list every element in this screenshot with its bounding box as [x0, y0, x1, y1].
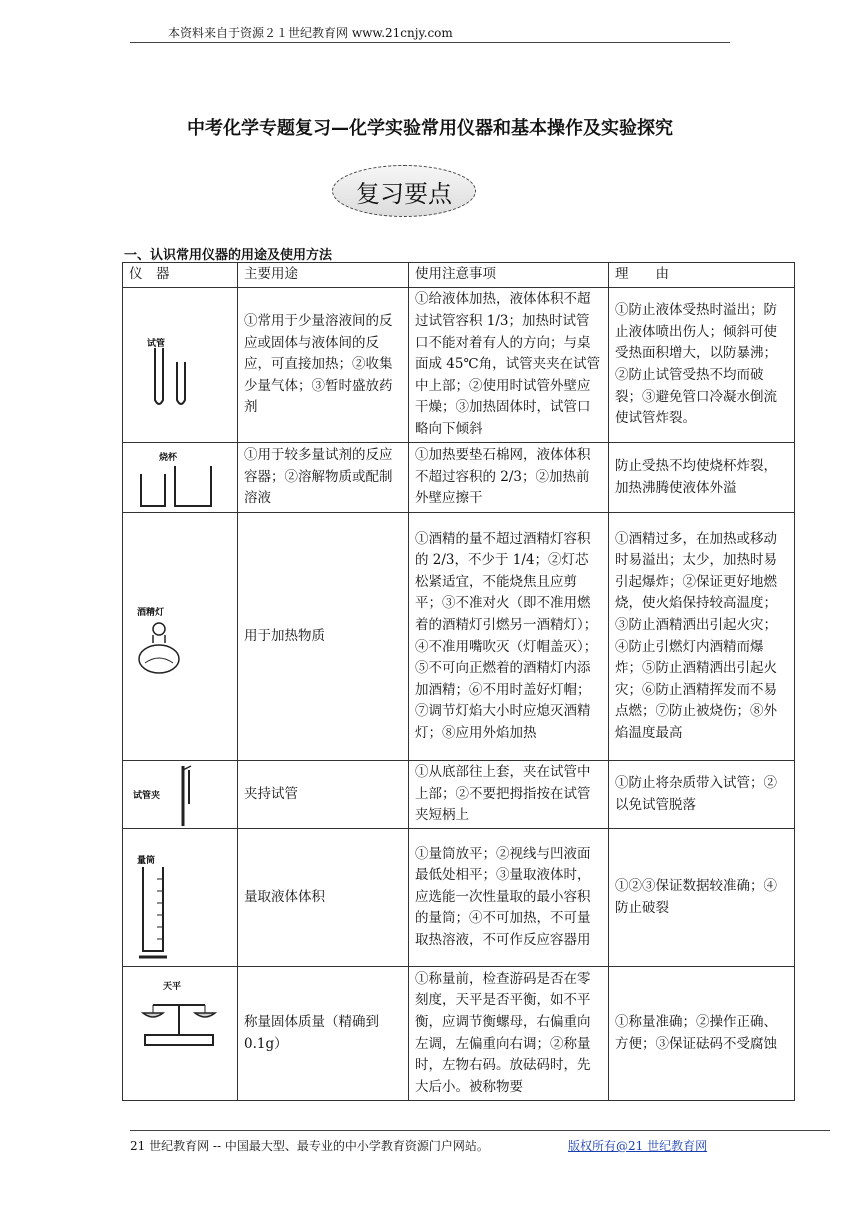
badge-label: 复习要点 [356, 179, 452, 208]
table-row [123, 761, 795, 829]
notes-cell: ①称量前，检查游码是否在零刻度，天平是否平衡，如不平衡，应调节衡螺母，右偏重向左调，左偏重向右调；②称量时，左物右码。放砝码时，先大后小。被称物要 [409, 967, 609, 1101]
reason-cell: ①酒精过多，在加热或移动时易溢出；太少，加热时易引起爆炸；②保证更好地燃烧，使火焰保持较高温度；③防止酒精洒出引起火灾；④防止引燃灯内酒精而爆炸；⑤防止酒精洒出引起火灾；⑥防止酒精挥发而不易点燃；⑦防止被烧伤；⑧外焰温度最高 [609, 513, 795, 761]
instrument-cell [123, 513, 238, 761]
instrument-cell [123, 443, 238, 513]
review-badge [332, 165, 476, 217]
column-header: 仪 器 [123, 263, 238, 288]
use-cell: ①常用于少量溶液间的反应或固体与液体间的反应，可直接加热；②收集少量气体；③暂时盛放药剂 [238, 288, 409, 443]
use-cell: 夹持试管 [238, 761, 409, 829]
column-header: 主要用途 [238, 263, 409, 288]
table-row [123, 288, 795, 443]
reason-cell: ①防止液体受热时溢出；防止液体喷出伤人；倾斜可使受热面积增大，以防暴沸；②防止试管受热不均而破裂；③避免管口冷凝水倒流使试管炸裂。 [609, 288, 795, 443]
instrument-label: 烧杯 [159, 452, 178, 463]
instrument-cell [123, 829, 238, 967]
reason-cell: ①称量准确；②操作正确、方便；③保证砝码不受腐蚀 [609, 967, 795, 1101]
reason-cell: ①②③保证数据较准确；④防止破裂 [609, 829, 795, 967]
use-cell: ①用于较多量试剂的反应容器；②溶解物质或配制溶液 [238, 443, 409, 513]
instrument-cell [123, 761, 238, 829]
notes-cell: ①从底部往上套，夹在试管中上部；②不要把拇指按在试管夹短柄上 [409, 761, 609, 829]
notes-cell: ①给液体加热，液体体积不超过试管容积 1/3；加热时试管口不能对着有人的方向；与桌面成 45℃角，试管夹夹在试管中上部；②使用时试管外壁应干燥；③加热固体时，试管口略向下倾斜 [409, 288, 609, 443]
page-title: 中考化学专题复习—化学实验常用仪器和基本操作及实验探究 [187, 118, 673, 139]
graduated-cylinder-icon [137, 865, 177, 965]
balance-icon [139, 991, 219, 1051]
instrument-table [122, 262, 795, 1101]
instrument-label: 试管夹 [133, 790, 161, 801]
column-header: 理 由 [609, 263, 795, 288]
test-tube-icon [143, 346, 223, 426]
table-row [123, 967, 795, 1101]
reason-cell: ①防止将杂质带入试管；②以免试管脱落 [609, 761, 795, 829]
instrument-label: 酒精灯 [137, 607, 165, 618]
footer-text: 21 世纪教育网 -- 中国最大型、最专业的中小学教育资源门户网站。 [130, 1139, 489, 1153]
section-heading: 一、认识常用仪器的用途及使用方法 [124, 248, 333, 263]
reason-cell: 防止受热不均使烧杯炸裂，加热沸腾使液体外溢 [609, 443, 795, 513]
notes-cell: ①酒精的量不超过酒精灯容积的 2/3，不少于 1/4；②灯芯松紧适宜，不能烧焦且应剪平；③不准对火（即不准用燃着的酒精灯引燃另一酒精灯）；④不准用嘴吹灭（灯帽盖灭）；⑤不可向正燃着的酒精灯内添加酒精；⑥不用时盖好灯帽；⑦调节灯焰大小时应熄灭酒精灯；⑧应用外焰加热 [409, 513, 609, 761]
alcohol-lamp-icon [137, 619, 197, 679]
notes-cell: ①加热要垫石棉网，液体体积不超过容积的 2/3；②加热前外壁应擦干 [409, 443, 609, 513]
notes-cell: ①量筒放平；②视线与凹液面最低处相平；③量取液体时，应选能一次性量取的最小容积的量筒；④不可加热，不可量取热溶液，不可作反应容器用 [409, 829, 609, 967]
copyright-link[interactable]: 版权所有@21 世纪教育网 [568, 1139, 708, 1153]
page-header [130, 22, 730, 43]
table-header-row [123, 263, 795, 288]
instrument-label: 天平 [163, 981, 182, 992]
instrument-label: 试管 [147, 339, 166, 349]
instrument-label: 量筒 [137, 855, 156, 866]
column-header: 使用注意事项 [409, 263, 609, 288]
table-row [123, 829, 795, 967]
instrument-cell [123, 288, 238, 443]
header-text: 本资料来自于资源２１世纪教育网 www.21cnjy.com [168, 26, 453, 40]
beaker-icon [133, 460, 223, 510]
table-row [123, 513, 795, 761]
table-row [123, 443, 795, 513]
test-tube-holder-icon [171, 764, 201, 828]
use-cell: 称量固体质量（精确到 0.1g） [238, 967, 409, 1101]
use-cell: 用于加热物质 [238, 513, 409, 761]
instrument-cell [123, 967, 238, 1101]
page-footer [130, 1130, 830, 1154]
use-cell: 量取液体体积 [238, 829, 409, 967]
